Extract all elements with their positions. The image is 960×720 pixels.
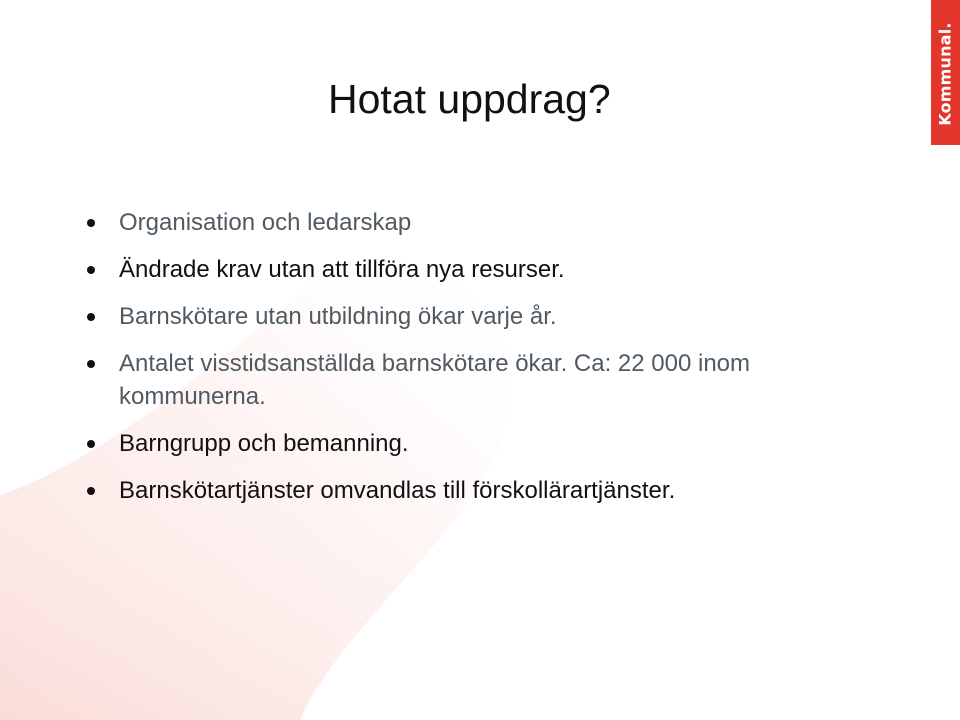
bullet-dot-icon [87,440,95,448]
kommunal-logo [931,0,960,145]
bullet-item [80,253,840,286]
bullet-dot-icon [87,266,95,274]
bullet-item [80,347,840,413]
bullet-list [80,206,840,521]
slide-title: Hotat uppdrag? [328,76,611,122]
bullet-item [80,474,840,507]
bullet-dot-icon [87,360,95,368]
bullet-dot-icon [87,313,95,321]
bullet-text: Antalet visstidsanställda barnskötare ökar. Ca: 22 000 inom kommunerna. [119,350,751,410]
bullet-dot-icon [87,487,95,495]
bullet-item [80,206,840,239]
bullet-item [80,427,840,460]
bullet-text: Barngrupp och bemanning. [119,430,409,457]
bullet-dot-icon [87,219,95,227]
bullet-text: Organisation och ledarskap [119,209,412,236]
bullet-text: Barnskötartjänster omvandlas till förskollärartjänster. [119,477,676,504]
bullet-text: Ändrade krav utan att tillföra nya resurser. [119,256,565,283]
logo-text: Kommunal. [935,22,955,126]
bullet-item [80,300,840,333]
bullet-text: Barnskötare utan utbildning ökar varje år. [119,303,557,330]
